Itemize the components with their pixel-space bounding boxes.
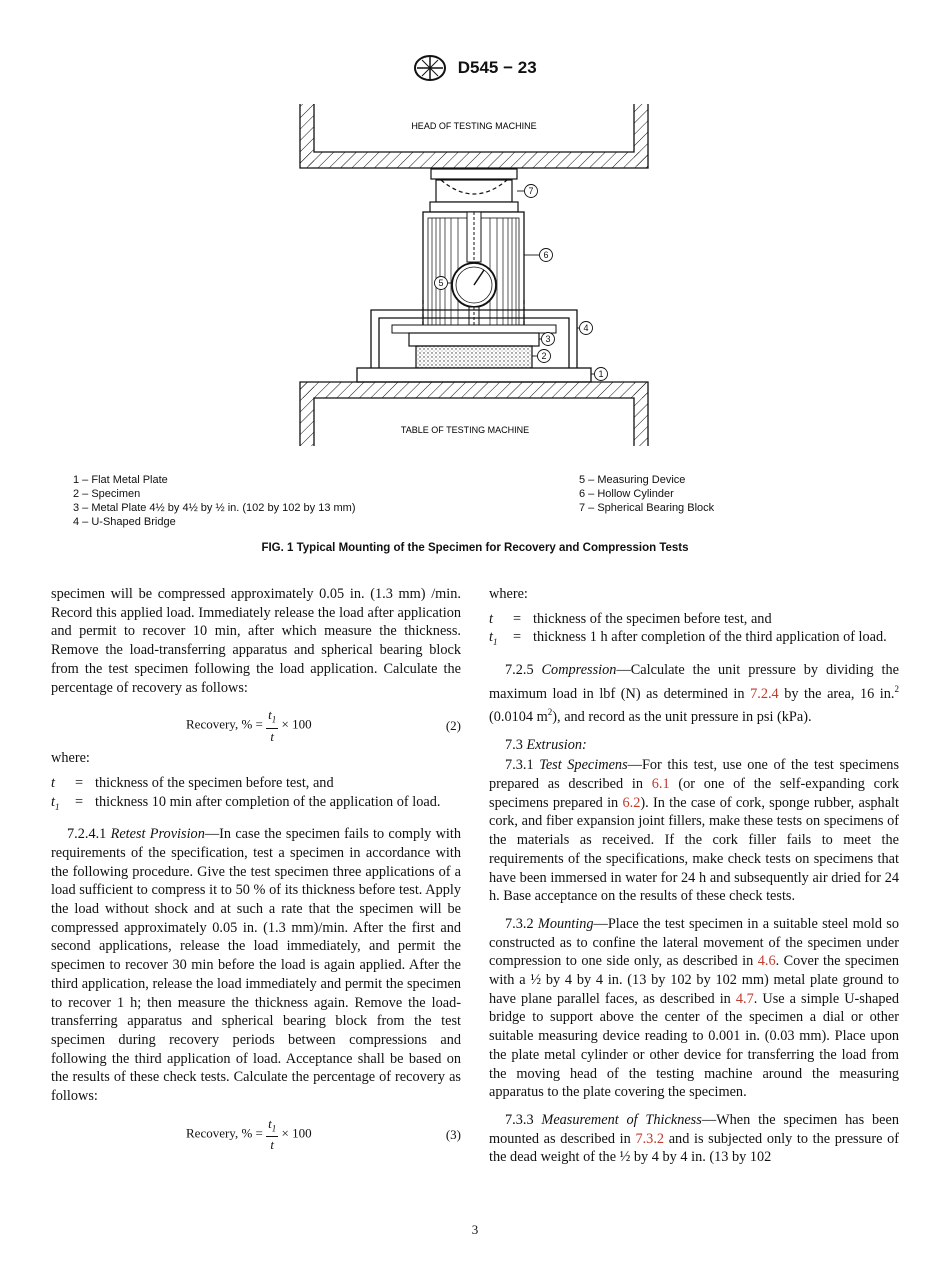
svg-text:1: 1 [598,369,604,379]
xref-link[interactable]: 7.2.4 [750,685,779,702]
svg-text:2: 2 [541,351,547,361]
section-7-3-2: 7.3.2 Mounting—Place the test specimen in a suitable steel mold so constructed as to confine the lateral movement of the specimen under compression to one side only, as described in 4.6. Cover the specimen with a ½ by 4 by 4 in. (13 by 102 by 102 mm) metal plate ground to have plane parallel faces, as described in 4.7. Use a simple U-shaped bridge to support above the center of the specimen a dial or other suitable measuring device reading to 0.001 in. (0.03 mm). Place upon the plate metal cylinder or other device for transferring the load from the moving head of the testing machine around the measuring apparatus to the plate covering the specimen. [489,915,899,1101]
legend-item: 5 – Measuring Device [579,474,686,486]
legend-item: 4 – U-Shaped Bridge [73,516,176,528]
callout-1 [591,368,608,381]
section-7-2-4-1: 7.2.4.1 Retest Provision—In case the specimen fails to comply with requirements of the specification, test a specimen in accordance with the following procedure. Give the test specimen three applications of a load sufficient to compress it to 50 % of its thickness before test. Apply the load without shock and at such a rate that the specimen will be compressed approximately 0.05 in. (1.3 mm)/min. After the first and second applications, release the load immediately, and permit the specimen to recover 30 min before the load is again applied. After the third application, release the load immediately and permit the specimen to recover 1 h; then measure the thickness again. Remove the load-transferring apparatus and spherical bearing block from the test specimen during recovery periods between compressions and following the third application of load. Acceptance shall be based on the results of these check tests. Calculate the percentage of recovery as follows: [51,826,461,1105]
section-7-3-1: 7.3.1 Test Specimens—For this test, use one of the test specimens prepared as described in 6.1 (or one of the self-expanding cork specimens prepared in 6.2). In the case of cork, sponge rubber, asphalt cork, and fiber expansion joint fillers, make these tests on specimens of the materials as received. If the cork filler fails to meet the requirements of the specifications, make check tests on specimens that have been immersed in water for 24 h and subsequently air dried for 24 h. Base acceptance on the results of these check tests. [489,757,900,905]
definition-row: t = thickness of the specimen before test, and [489,610,772,627]
figure-caption: FIG. 1 Typical Mounting of the Specimen for Recovery and Compression Tests [261,542,689,554]
legend-item: 2 – Specimen [73,488,141,500]
definition-row: $t_1$ = thickness 10 min after completion of the application of load. [51,793,441,812]
svg-text:5: 5 [438,278,444,288]
specimen [416,346,532,368]
section-7-2-5: 7.2.5 Compression—Calculate the unit pressure by dividing the maximum load in lbf (N) as determined in 7.2.4 by the area, 16 in.$^2$ (0.0104 $m^2$), and record as the unit pressure in psi (kPa). [489,661,900,725]
page-header [0,54,950,82]
figure-1-diagram [295,100,655,452]
left-column [51,585,461,1158]
svg-text:3: 3 [545,334,551,344]
equation-denominator: t [270,1137,275,1153]
callout-6 [524,249,553,262]
section-7-3-heading: 7.3 Extrusion: [505,736,587,753]
where-label: where: [51,750,90,767]
svg-text:7: 7 [528,186,534,196]
page-number: 3 [471,1222,479,1237]
xref-link[interactable]: 6.1 [651,776,670,793]
legend-item: 6 – Hollow Cylinder [579,488,674,500]
svg-text:4: 4 [583,323,589,333]
figure-legend-right [579,473,714,515]
variable-definitions [51,774,461,816]
equation-number: (3) [445,1126,461,1142]
xref-link[interactable]: 4.7 [735,990,754,1007]
callout-2 [532,350,551,363]
section-7-3-3: 7.3.3 Measurement of Thickness—When the specimen has been mounted as described in 7.3.2 and is subjected only to the pressure of the dead weight of the ½ by 4 by 4 in. (13 by 102 [489,1111,899,1166]
equation-denominator: t [270,728,275,744]
legend-item: 7 – Spherical Bearing Block [579,502,715,514]
metal-plate [409,333,539,346]
paragraph-continued: specimen will be compressed approximately 0.05 in. (1.3 mm) /min. Record this applied load. Immediately release the load after application and permit to recover 10 min, after which measure the thickness. Remove the load-transferring apparatus and spherical bearing block from the test specimen following the load application. Calculate the percentage of recovery as follows: [51,586,461,696]
legend-item: 1 – Flat Metal Plate [73,474,168,486]
equation-2: Recovery, % = $\frac{t_1}{t}$ × 100 (2) [186,707,461,744]
xref-link[interactable]: 4.6 [757,953,776,970]
callout-7 [517,185,538,198]
flat-metal-plate [357,368,591,382]
legend-item: 3 – Metal Plate 4½ by 4½ by ½ in. (102 by 102 by 13 mm) [73,502,356,514]
head-label: HEAD OF TESTING MACHINE [411,121,537,131]
right-column [489,585,899,1167]
document-designation: D545 − 23 [457,58,537,77]
svg-text:6: 6 [543,250,549,260]
variable-definitions [489,610,899,652]
equation-3: Recovery, % = $\frac{t_1}{t}$ × 100 (3) [186,1115,461,1153]
spherical-bearing-block [430,169,518,212]
xref-link[interactable]: 7.3.2 [635,1130,665,1147]
where-label: where: [489,586,528,602]
astm-logo-icon [413,54,447,82]
figure-legend-left [73,473,356,529]
equation-numerator: $t_1$ [266,1116,278,1138]
callout-4 [577,322,593,335]
callout-3 [539,333,555,346]
xref-link[interactable]: 6.2 [622,794,641,811]
table-label: TABLE OF TESTING MACHINE [400,425,530,435]
definition-row: t = thickness of the specimen before test, and [51,774,334,791]
machine-head [300,104,648,168]
machine-table [300,382,648,446]
definition-row: $t_1$ = thickness 1 h after completion of the third application of load. [489,629,887,648]
equation-number: (2) [445,718,461,734]
equation-numerator: $t_1$ [266,707,278,729]
